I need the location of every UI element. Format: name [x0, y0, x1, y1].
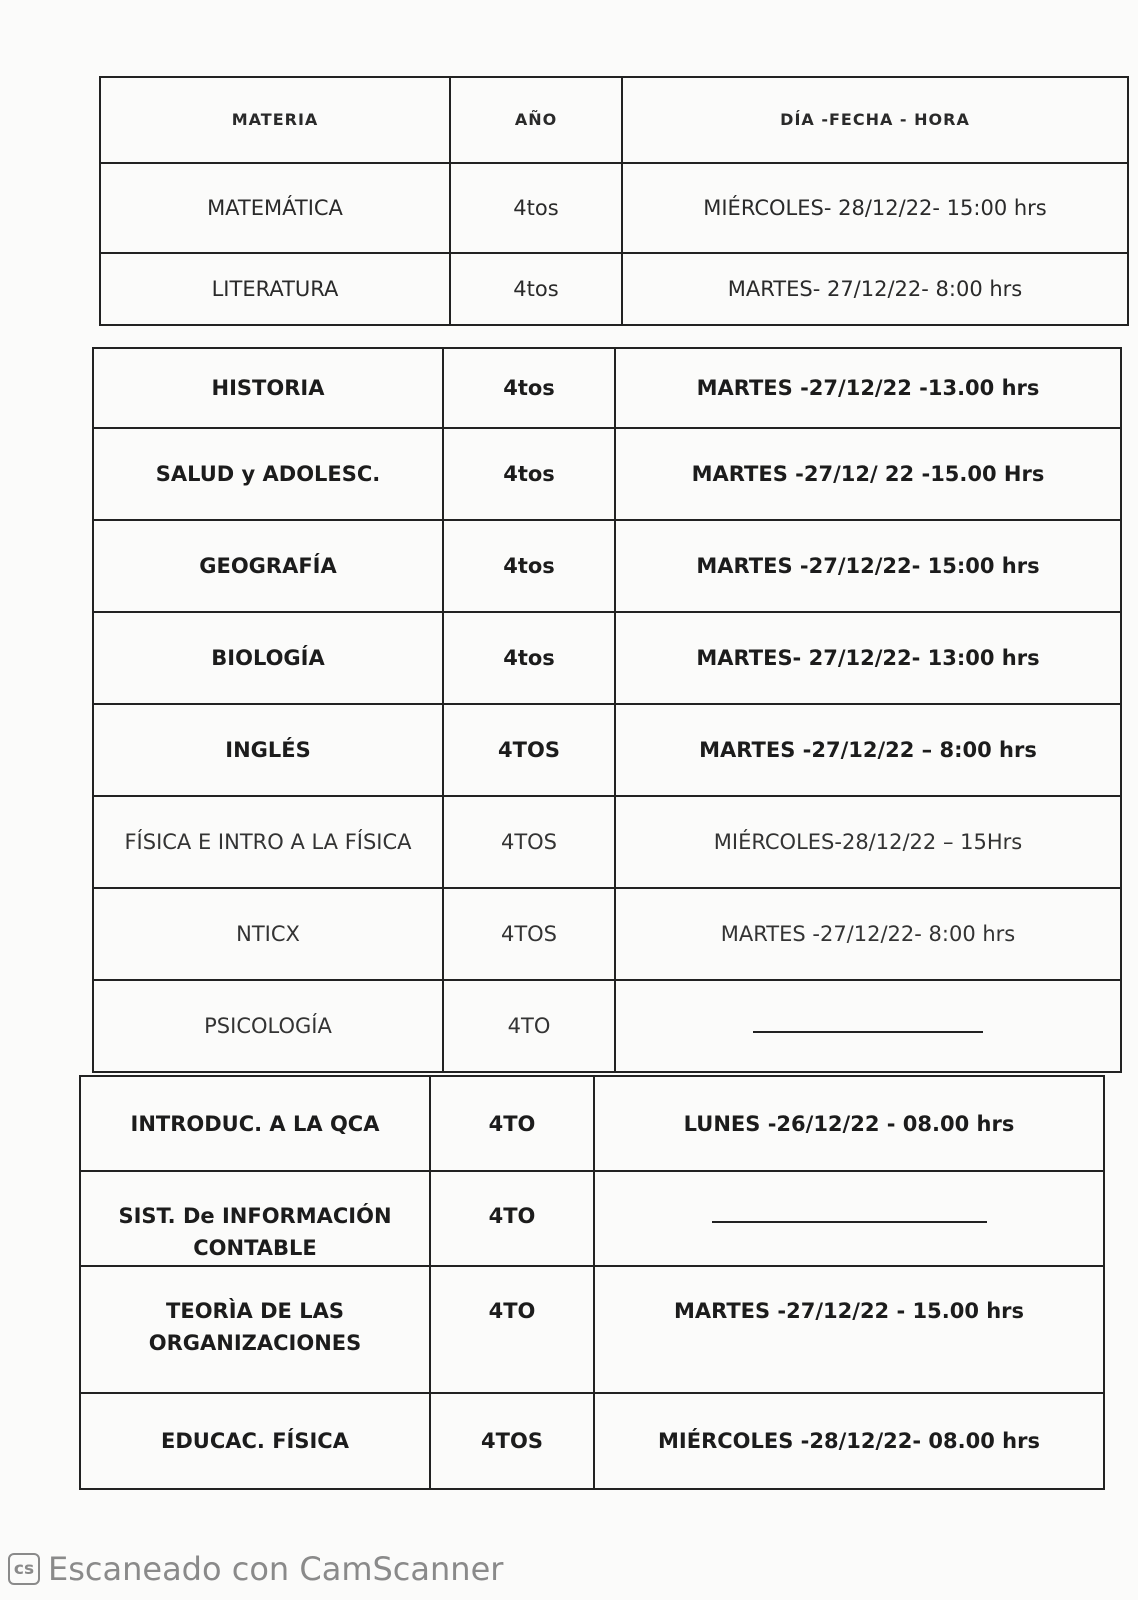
year-cell: 4TOS	[443, 796, 615, 888]
date-cell	[594, 1171, 1104, 1266]
year-cell: 4tos	[450, 253, 622, 325]
table-header-row	[100, 77, 1128, 163]
date-cell: MARTES -27/12/22- 8:00 hrs	[615, 888, 1121, 980]
subject-cell: FÍSICA E INTRO A LA FÍSICA	[93, 796, 443, 888]
header-dia-fecha-hora: DÍA -FECHA - HORA	[622, 77, 1128, 163]
date-cell: MARTES -27/12/22 -13.00 hrs	[615, 348, 1121, 428]
subject-cell: INTRODUC. A LA QCA	[80, 1076, 430, 1171]
blank-date-line	[712, 1207, 987, 1223]
subject-cell: PSICOLOGÍA	[93, 980, 443, 1072]
subject-line: ORGANIZACIONES	[148, 1331, 362, 1355]
table-row	[93, 428, 1121, 520]
exam-schedule-table-middle	[92, 347, 1122, 1073]
date-cell: MIÉRCOLES-28/12/22 – 15Hrs	[615, 796, 1121, 888]
subject-cell: INGLÉS	[93, 704, 443, 796]
camscanner-watermark	[8, 1550, 503, 1588]
exam-schedule-table-top	[99, 76, 1129, 326]
year-cell: 4TOS	[443, 888, 615, 980]
date-cell: MARTES- 27/12/22- 13:00 hrs	[615, 612, 1121, 704]
year-cell: 4TOS	[430, 1393, 594, 1489]
table-row	[80, 1076, 1104, 1171]
header-materia: MATERIA	[100, 77, 450, 163]
year-cell: 4TO	[443, 980, 615, 1072]
date-cell: LUNES -26/12/22 - 08.00 hrs	[594, 1076, 1104, 1171]
date-cell: MARTES -27/12/ 22 -15.00 Hrs	[615, 428, 1121, 520]
table-row	[93, 520, 1121, 612]
date-cell: MARTES -27/12/22 - 15.00 hrs	[594, 1266, 1104, 1393]
subject-cell: HISTORIA	[93, 348, 443, 428]
table-row	[80, 1393, 1104, 1489]
subject-line: CONTABLE	[193, 1236, 317, 1260]
year-cell: 4tos	[450, 163, 622, 253]
table-row	[100, 253, 1128, 325]
table-row	[93, 704, 1121, 796]
table-row	[93, 796, 1121, 888]
year-cell: 4tos	[443, 520, 615, 612]
date-cell: MARTES -27/12/22 – 8:00 hrs	[615, 704, 1121, 796]
header-anio: AÑO	[450, 77, 622, 163]
camscanner-logo-icon: cs	[8, 1553, 40, 1585]
year-cell: 4TO	[430, 1171, 594, 1266]
year-cell: 4TOS	[443, 704, 615, 796]
date-cell: MARTES -27/12/22- 15:00 hrs	[615, 520, 1121, 612]
year-cell: 4tos	[443, 612, 615, 704]
date-cell: MIÉRCOLES -28/12/22- 08.00 hrs	[594, 1393, 1104, 1489]
year-cell: 4tos	[443, 428, 615, 520]
table-row	[93, 980, 1121, 1072]
year-cell: 4tos	[443, 348, 615, 428]
subject-cell: BIOLOGÍA	[93, 612, 443, 704]
subject-cell: MATEMÁTICA	[100, 163, 450, 253]
watermark-text: Escaneado con CamScanner	[48, 1550, 504, 1588]
exam-schedule-table-bottom	[79, 1075, 1105, 1490]
year-cell: 4TO	[430, 1076, 594, 1171]
subject-cell: SALUD y ADOLESC.	[93, 428, 443, 520]
blank-date-line	[753, 1017, 983, 1033]
subject-cell: NTICX	[93, 888, 443, 980]
subject-line: TEORÌA DE LAS	[166, 1299, 344, 1323]
table-row	[93, 612, 1121, 704]
subject-cell: GEOGRAFÍA	[93, 520, 443, 612]
date-cell	[615, 980, 1121, 1072]
date-cell: MARTES- 27/12/22- 8:00 hrs	[622, 253, 1128, 325]
year-cell: 4TO	[430, 1266, 594, 1393]
table-row	[93, 888, 1121, 980]
subject-cell: EDUCAC. FÍSICA	[80, 1393, 430, 1489]
date-cell: MIÉRCOLES- 28/12/22- 15:00 hrs	[622, 163, 1128, 253]
table-row	[80, 1171, 1104, 1266]
table-row	[100, 163, 1128, 253]
subject-line: SIST. De INFORMACIÓN	[118, 1204, 392, 1228]
table-row	[93, 348, 1121, 428]
subject-cell: LITERATURA	[100, 253, 450, 325]
table-row	[80, 1266, 1104, 1393]
subject-cell	[80, 1171, 430, 1266]
subject-cell	[80, 1266, 430, 1393]
